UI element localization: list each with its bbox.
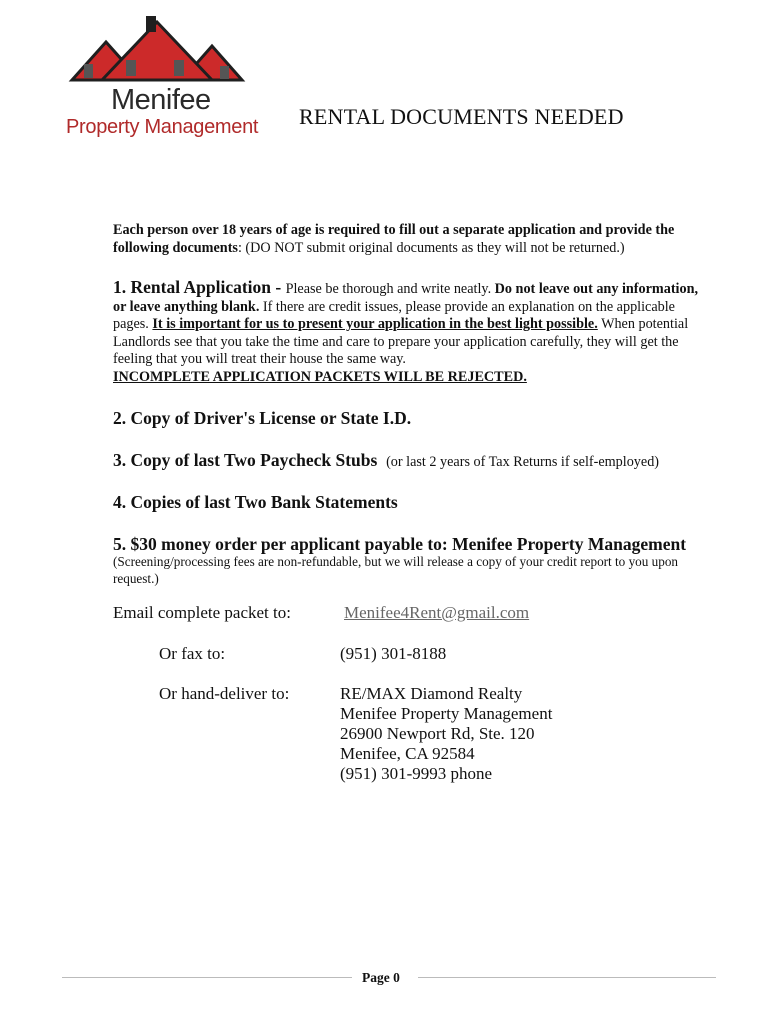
fax-label: Or fax to: — [159, 644, 226, 663]
item1-bold-b: Do not leave out any information, or leave anything blank. — [113, 281, 699, 315]
item1-text-a: Please be thorough and write neatly. — [285, 281, 495, 297]
deliver-label: Or hand-deliver to: — [159, 684, 290, 703]
item1-emphasis: It is important for us to present your application in the best light possible. — [152, 316, 598, 332]
address-line: RE/MAX Diamond Realty — [340, 684, 523, 703]
item-paycheck-stubs — [113, 450, 659, 471]
page-number: Page 0 — [362, 970, 400, 985]
fax-number: (951) 301-8188 — [340, 644, 447, 663]
intro-paragraph — [113, 222, 713, 257]
intro-bold: Each person over 18 years of age is required to fill out a separate application and provide the following documents — [113, 222, 675, 256]
address-line: 26900 Newport Rd, Ste. 120 — [340, 724, 535, 743]
item1-text-e: When potential Landlords see that you take the time and care to prepare your application carefully, they will get the feeling that you will treat their house the same way. — [113, 316, 689, 367]
item1-heading: 1. Rental Application - — [113, 277, 286, 297]
logo-name: Menifee — [111, 84, 211, 116]
item5-note: (Screening/processing fees are non-refundable, but we will release a copy of your credit report to you upon request.) — [113, 554, 679, 586]
email-link[interactable]: Menifee4Rent@gmail.com — [344, 603, 530, 622]
address-line: Menifee, CA 92584 — [340, 744, 475, 763]
item1-text-c: If there are credit issues, please provide an explanation on the applicable pages. — [113, 298, 675, 332]
item3-heading: 3. Copy of last Two Paycheck Stubs — [113, 450, 378, 470]
address-line: Menifee Property Management — [340, 704, 553, 723]
item-money-order: 5. $30 money order per applicant payable to: Menifee Property Management — [113, 534, 687, 554]
item-bank-statements: 4. Copies of last Two Bank Statements — [113, 492, 398, 512]
footer-divider-right — [418, 977, 716, 978]
email-label: Email complete packet to: — [113, 603, 291, 622]
item-rental-application — [113, 279, 713, 386]
page-title: RENTAL DOCUMENTS NEEDED — [299, 104, 624, 129]
incomplete-warning: INCOMPLETE APPLICATION PACKETS WILL BE REJECTED. — [113, 368, 527, 385]
footer-divider-left — [62, 977, 352, 978]
address-line: (951) 301-9993 phone — [340, 764, 493, 783]
item-drivers-license: 2. Copy of Driver's License or State I.D. — [113, 408, 412, 428]
intro-note: : (DO NOT submit original documents as they will not be returned.) — [237, 239, 625, 256]
item3-note: (or last 2 years of Tax Returns if self-employed) — [386, 454, 660, 470]
logo-subtitle: Property Management — [66, 116, 259, 138]
